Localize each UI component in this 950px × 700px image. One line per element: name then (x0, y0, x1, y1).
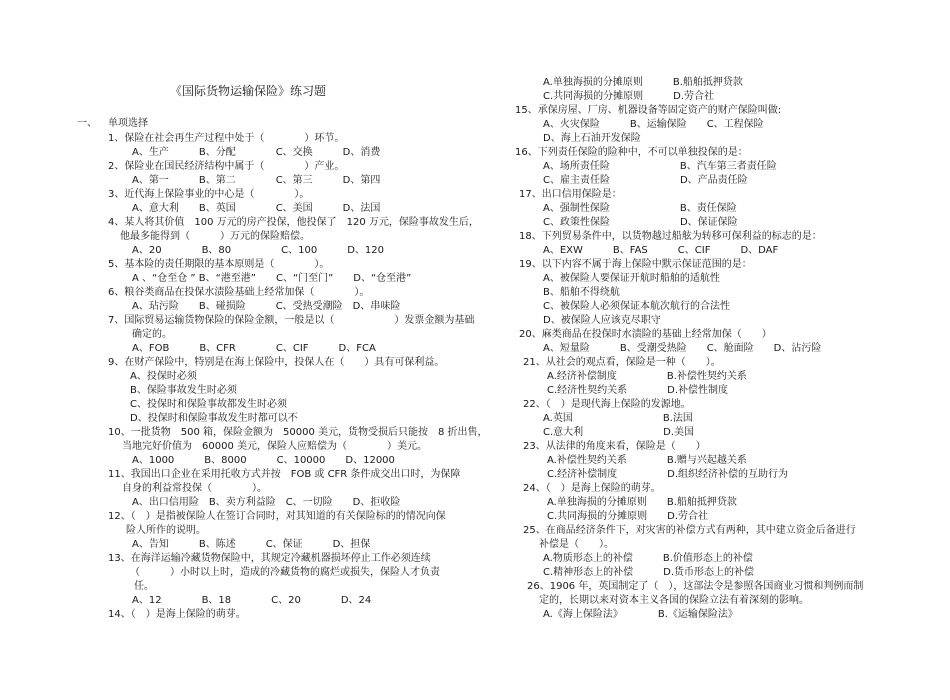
option-line: A 、“仓至仓 ” B、“港至港” C、“门至门” D、“仓至港” (132, 273, 412, 284)
question-line: 24、（ ）是海上保险的萌芽。 (523, 483, 661, 494)
option-line: A.单独海损的分摊原则 B.船舶抵押贷款 (543, 77, 743, 88)
question-line: 19、以下内容不属于海上保险中默示保证范围的是： (519, 259, 752, 270)
option-line: A、火灾保险 B、运输保险 C、工程保险 (543, 119, 764, 130)
option-line: A、20 B、80 C、100 D、120 (132, 245, 385, 256)
option-line: A、强制性保险 B、责任保险 (543, 203, 737, 214)
section-label: 单项选择 (108, 118, 148, 129)
option-line: C、政策性保险 D、保证保险 (543, 217, 738, 228)
option-line: A.单独海损的分摊原则 B.船舶抵押贷款 (547, 497, 737, 508)
option-line: C.经济性契约关系 D.补偿性制度 (547, 385, 729, 396)
question-line: 17、出口信用保险是： (519, 189, 622, 200)
question-line: 20、麻类商品在投保时水渍险的基础上经常加保（ ） (519, 329, 772, 340)
question-line: 13、在海洋运输冷藏货物保险中，其规定冷藏机器损坏停止工作必须连续 (108, 553, 431, 564)
question-line: 15、承保房屋、厂房、机器设备等固定资产的财产保险叫做: (515, 105, 782, 116)
question-line: 26、1906 年，英国制定了（ ），这部法令是参照各国商业习惯和判例而制 (527, 581, 864, 592)
question-line: 25、在商品经济条件下，对灾害的补偿方式有两种，其中建立资金后备进行 (523, 525, 856, 536)
option-line: A.英国 B.法国 (543, 413, 693, 424)
question-line: 2、保险业在国民经济结构中属于（ ）产业。 (108, 161, 345, 172)
question-line: 18、下列贸易条件中，以货物越过船舷为转移可保利益的标志的是： (519, 231, 822, 242)
question-line: 11、我国出口企业在采用托收方式并按 FOB 或 CFR 条件成交出口时，为保障 (108, 469, 461, 480)
question-line: （ ）小时以上时，造成的冷藏货物的腐烂或损失，保险人才负责 (130, 567, 440, 578)
question-line: 自身的利益常投保（ ）。 (122, 483, 267, 494)
option-line: A、第一 B、第二 C、第三 D、第四 (132, 175, 381, 186)
option-line: D、海上石油开发保险 (543, 133, 641, 144)
option-line: A.物质形态上的补偿 B.价值形态上的补偿 (543, 553, 753, 564)
option-line: A、短量险 B、受潮受热险 C、舱面险 D、沾污险 (543, 343, 822, 354)
option-line: C.共同海损的分摊原则 D.劳合社 (547, 511, 709, 522)
option-line: A、投保时必须 (130, 371, 197, 382)
question-line: 6、粮谷类商品在投保水渍险基础上经常加保（ ）。 (108, 287, 370, 298)
question-line: 当地完好价值为 60000 美元，保险人应赔偿为（ ）美元。 (122, 441, 427, 452)
question-line: 确定的。 (132, 329, 172, 340)
question-line: 10、一批货物 500 箱，保险金额为 50000 美元，货物受损后只能按 8 折出售， (108, 427, 488, 438)
option-line: C.精神形态上的补偿 D.货币形态上的补偿 (543, 567, 755, 578)
option-line: A、1000 B、8000 C、10000 D、12000 (132, 455, 395, 466)
question-line: 21、从社会的观点看，保险是一种（ ）。 (523, 357, 721, 368)
option-line: C.意大利 D.美国 (543, 427, 695, 438)
question-line: 定的，长期以来对资本主义各国的保险立法有着深刻的影响。 (539, 595, 809, 606)
option-line: A、生产 B、分配 C、交换 D、消费 (132, 147, 381, 158)
option-line: A、出口信用险 B、卖方利益险 C、一切险 D、拒收险 (132, 497, 401, 508)
option-line: A、12 B、18 C、20 D、24 (132, 595, 372, 606)
question-line: 14、（ ）是海上保险的萌芽。 (108, 609, 246, 620)
question-line: 任。 (134, 581, 154, 592)
option-line: A、告知 B、陈述 C、保证 D、担保 (132, 539, 371, 550)
option-line: A.《海上保险法》 B.《运输保险法》 (543, 609, 738, 620)
question-line: 9、在财产保险中，特别是在海上保险中，投保人在（ ）具有可保利益。 (108, 357, 445, 368)
option-line: B、船舶不得绕航 (543, 287, 620, 298)
question-line: 3、近代海上保险事业的中心是（ ）。 (108, 189, 310, 200)
section-number: 一、 (77, 118, 97, 129)
option-line: A、玷污险 B、碰损险 C、受热受潮险 D、串味险 (132, 301, 401, 312)
question-line: 1、保险在社会再生产过程中处于（ ）环节。 (108, 133, 345, 144)
question-line: 22、（ ）是现代海上保险的发源地。 (523, 399, 691, 410)
option-line: A.补偿性契约关系 B.赠与兴起越关系 (547, 455, 747, 466)
question-line: 7、国际贸易运输货物保险的保险金额，一般是以（ ）发票金额为基础 (108, 315, 475, 326)
question-line: 12、（ ）是指被保险人在签订合同时，对其知道的有关保险标的的情况向保 (108, 511, 446, 522)
option-line: D、投保时和保险事故发生时都可以不 (130, 413, 298, 424)
question-line: 16、下列责任保险的险种中，不可以单独投保的是： (515, 147, 748, 158)
option-line: C、投保时和保险事故都发生时必须 (130, 399, 287, 410)
option-line: D、被保险人应该克尽职守 (543, 315, 661, 326)
question-line: 他最多能得到（ ）万元的保险赔偿。 (120, 231, 310, 242)
option-line: B、保险事故发生时必须 (130, 385, 237, 396)
question-line: 补偿是（ ）。 (539, 539, 614, 550)
option-line: C.经济补偿制度 D.组织经济补偿的互助行为 (547, 469, 789, 480)
option-line: A.经济补偿制度 B.补偿性契约关系 (547, 371, 747, 382)
option-line: A、场所责任险 B、汽车第三者责任险 (543, 161, 777, 172)
question-line: 4、某人将其价值 100 万元的房产投保，他投保了 120 万元，保险事故发生后， (108, 217, 479, 228)
question-line: 险人所作的说明。 (126, 525, 206, 536)
option-line: A、意大利 B、英国 C、美国 D、法国 (132, 203, 381, 214)
option-line: A、被保险人要保证开航时船舶的适航性 (543, 273, 720, 284)
option-line: A、FOB B、CFR C、CIF D、FCA (132, 343, 376, 354)
question-line: 5、基本险的责任期限的基本原则是（ ）。 (108, 259, 330, 270)
question-line: 23、从法律的角度来看，保险是（ ） (523, 441, 706, 452)
document-title: 《国际货物运输保险》练习题 (170, 84, 327, 98)
option-line: C、被保险人必须保证本航次航行的合法性 (543, 301, 730, 312)
option-line: C.共同海损的分摊原则 D.劳合社 (543, 91, 715, 102)
option-line: C、雇主责任险 D、产品责任险 (543, 175, 748, 186)
option-line: A、EXW B、FAS C、CIF D、DAF (543, 245, 779, 256)
